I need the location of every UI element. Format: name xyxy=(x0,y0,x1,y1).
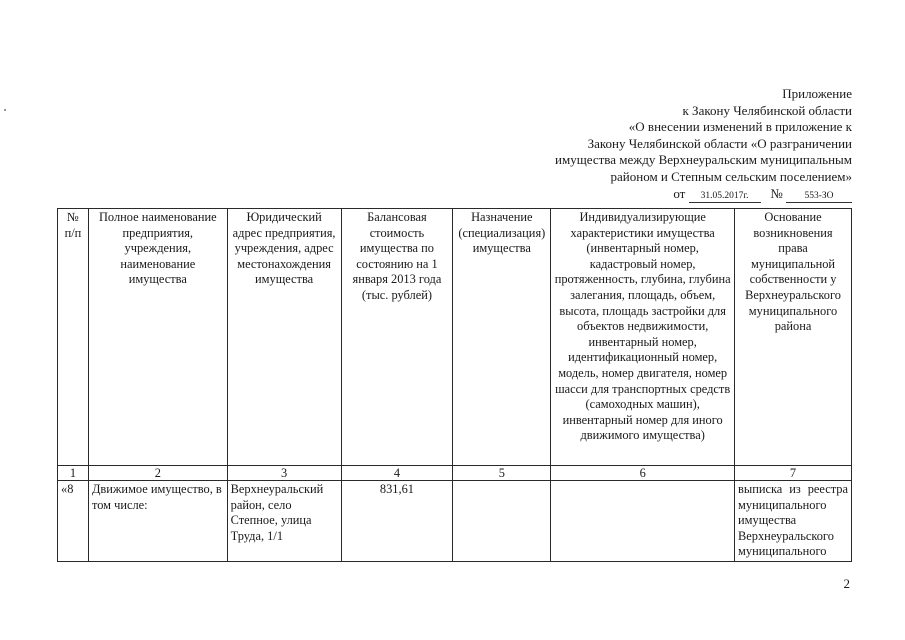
header-line-6: районом и Степным сельским поселением» xyxy=(610,168,852,184)
column-number: 2 xyxy=(88,466,227,481)
appendix-header xyxy=(472,86,852,203)
row-num: «8 xyxy=(58,481,89,562)
header-line-4: Закону Челябинской области «О разграничении xyxy=(587,135,852,151)
scan-speck xyxy=(4,109,6,111)
law-number: 553-ЗО xyxy=(786,190,852,203)
row-name: Движимое имущество, в том числе: xyxy=(88,481,227,562)
row-characteristics xyxy=(551,481,735,562)
date-prefix: от xyxy=(673,185,686,201)
table-header-row xyxy=(58,209,852,466)
row-basis: выписка из реестра муниципального имущества Верхнеуральского муниципального xyxy=(735,481,852,562)
row-address: Верхнеуральский район, село Степное, улица Труда, 1/1 xyxy=(227,481,341,562)
column-number: 6 xyxy=(551,466,735,481)
column-number: 3 xyxy=(227,466,341,481)
column-number: 7 xyxy=(735,466,852,481)
property-table xyxy=(57,208,852,562)
header-cell-characteristics: Индивидуализирующие характеристики имущества (инвентарный номер, кадастровый номер, протяженность, глубина, глубина залегания, площадь, объем, высота, площадь застройки для объектов недвижимости, инвентарный номер, идентификационный номер, модель, номер двигателя, номер шасси для транспортных средств (самоходных машин), инвентарный номер для иного движимого имущества) xyxy=(551,209,735,466)
column-number-row xyxy=(58,466,852,481)
header-cell-num: № п/п xyxy=(58,209,89,466)
column-number: 5 xyxy=(453,466,551,481)
header-cell-basis: Основание возникновения права муниципальной собственности у Верхнеуральского муниципального района xyxy=(735,209,852,466)
table-row xyxy=(58,481,852,562)
header-line-1: Приложение xyxy=(782,86,852,101)
header-line-3: «О внесении изменений в приложение к xyxy=(628,119,852,135)
row-purpose xyxy=(453,481,551,562)
header-cell-address: Юридический адрес предприятия, учреждения, адрес местонахождения имущества xyxy=(227,209,341,466)
header-line-5: имущества между Верхнеуральским муниципальным xyxy=(555,152,852,168)
page-number: 2 xyxy=(843,576,850,591)
row-value: 831,61 xyxy=(341,481,453,562)
date-number-line xyxy=(472,186,852,203)
number-prefix: № xyxy=(770,185,783,201)
law-date: 31.05.2017г. xyxy=(689,190,761,203)
column-number: 1 xyxy=(58,466,89,481)
header-cell-purpose: Назначение (специализация) имущества xyxy=(453,209,551,466)
header-line-2: к Закону Челябинской области xyxy=(682,102,852,118)
header-cell-value: Балансовая стоимость имущества по состоянию на 1 января 2013 года (тыс. рублей) xyxy=(341,209,453,466)
header-cell-name: Полное наименование предприятия, учреждения, наименование имущества xyxy=(88,209,227,466)
column-number: 4 xyxy=(341,466,453,481)
